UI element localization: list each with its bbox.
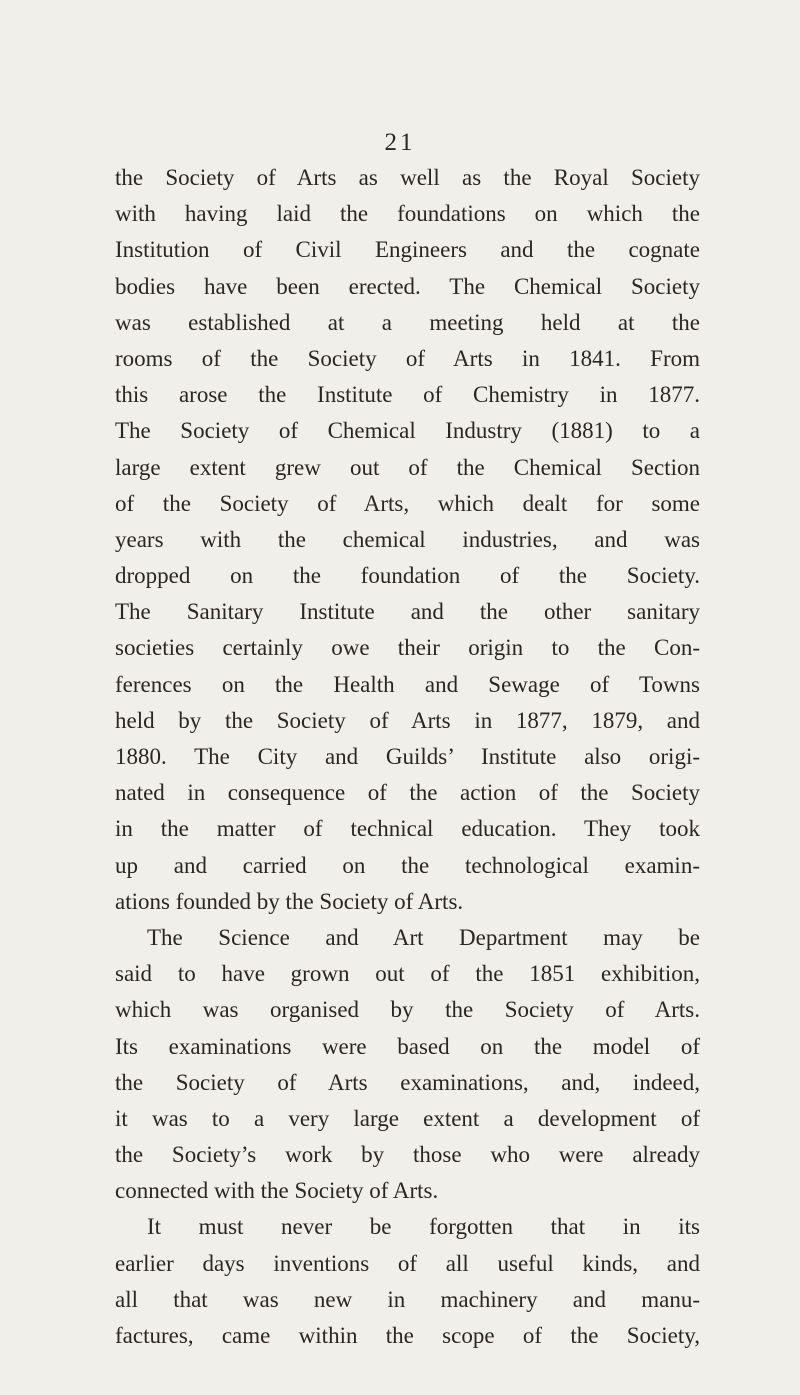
text-line: bodies have been erected. The Chemical Society bbox=[115, 273, 700, 299]
text-line: the Society of Arts as well as the Royal Society bbox=[115, 165, 700, 190]
text-line: large extent grew out of the Chemical Section bbox=[115, 454, 700, 480]
text-line: was established at a meeting held at the bbox=[115, 309, 700, 335]
text-line: Its examinations were based on the model of bbox=[115, 1033, 700, 1059]
page-number: 21 bbox=[384, 129, 416, 156]
text-line: which was organised by the Society of Arts. bbox=[115, 997, 700, 1023]
text-line: ations founded by the Society of Arts. bbox=[115, 888, 464, 914]
body-text bbox=[115, 160, 700, 1354]
text-line: in the matter of technical education. They took bbox=[115, 816, 700, 842]
text-line: Institution of Civil Engineers and the cognate bbox=[115, 237, 700, 263]
text-line: The Society of Chemical Industry (1881) to a bbox=[115, 418, 700, 444]
text-line: said to have grown out of the 1851 exhibition, bbox=[115, 961, 700, 987]
text-line: rooms of the Society of Arts in 1841. From bbox=[115, 345, 700, 371]
text-line: this arose the Institute of Chemistry in 1877. bbox=[115, 382, 700, 408]
text-line: connected with the Society of Arts. bbox=[115, 1178, 439, 1204]
text-line: up and carried on the technological examin- bbox=[115, 852, 700, 878]
text-line: 1880. The City and Guilds’ Institute also origi- bbox=[115, 744, 700, 769]
text-line: held by the Society of Arts in 1877, 1879, and bbox=[115, 707, 700, 733]
text-line: It must never be forgotten that in its bbox=[147, 1214, 700, 1240]
text-line: ferences on the Health and Sewage of Towns bbox=[115, 671, 700, 697]
text-line: with having laid the foundations on which the bbox=[115, 201, 700, 227]
text-line: the Society’s work by those who were already bbox=[115, 1142, 700, 1168]
text-line: the Society of Arts examinations, and, indeed, bbox=[115, 1069, 700, 1095]
text-line: societies certainly owe their origin to the Con- bbox=[115, 635, 700, 661]
text-line: The Science and Art Department may be bbox=[147, 924, 700, 950]
text-line: The Sanitary Institute and the other sanitary bbox=[115, 599, 700, 625]
text-line: dropped on the foundation of the Society. bbox=[115, 563, 700, 589]
text-line: nated in consequence of the action of the Society bbox=[115, 780, 700, 806]
text-line: earlier days inventions of all useful kinds, and bbox=[115, 1250, 700, 1276]
text-line: of the Society of Arts, which dealt for some bbox=[115, 490, 700, 516]
text-line: factures, came within the scope of the Society, bbox=[115, 1323, 700, 1348]
text-line: years with the chemical industries, and was bbox=[115, 526, 700, 552]
text-line: it was to a very large extent a development of bbox=[115, 1105, 700, 1131]
text-line: all that was new in machinery and manu- bbox=[115, 1286, 700, 1312]
